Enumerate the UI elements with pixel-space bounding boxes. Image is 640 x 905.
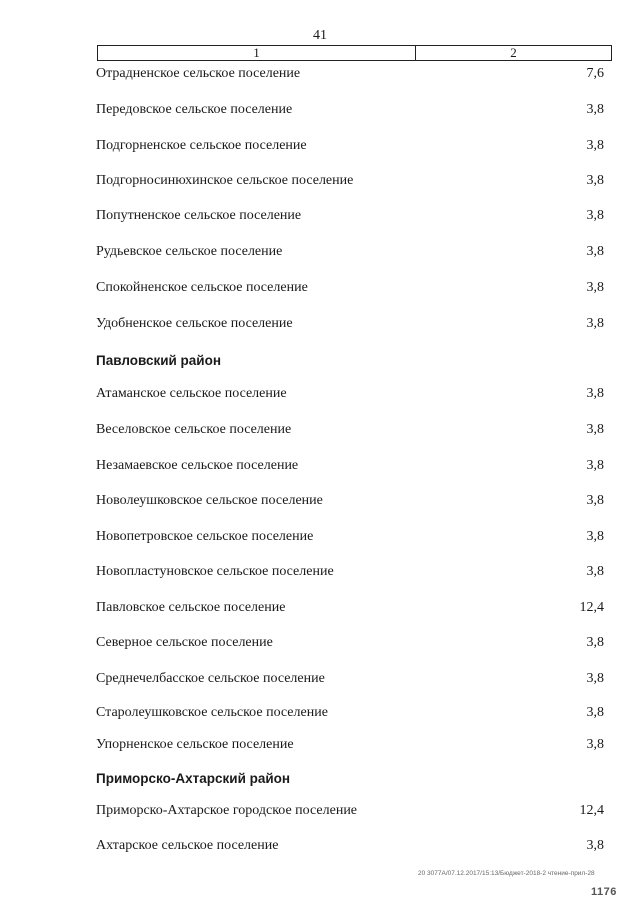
district-name: Павловский район xyxy=(96,352,222,368)
table-row xyxy=(96,100,604,120)
settlement-value: 3,8 xyxy=(586,422,604,437)
settlement-value: 3,8 xyxy=(586,737,604,752)
settlement-value: 3,8 xyxy=(586,138,604,153)
settlement-name: Новолеушковское сельское поселение xyxy=(96,493,323,508)
settlement-name: Павловское сельское поселение xyxy=(96,600,286,615)
settlement-value: 3,8 xyxy=(586,635,604,650)
settlement-value: 3,8 xyxy=(586,529,604,544)
settlement-value: 3,8 xyxy=(586,244,604,259)
settlement-name: Северное сельское поселение xyxy=(96,635,273,650)
table-row xyxy=(96,491,604,511)
settlement-value: 3,8 xyxy=(586,102,604,117)
settlement-name: Новопетровское сельское поселение xyxy=(96,529,314,544)
settlement-value: 12,4 xyxy=(579,600,604,615)
settlement-value: 3,8 xyxy=(586,705,604,720)
settlement-name: Подгорносинюхинское сельское поселение xyxy=(96,173,354,188)
settlement-name: Атаманское сельское поселение xyxy=(96,386,287,401)
table-row xyxy=(96,278,604,298)
page-number: 41 xyxy=(313,28,327,43)
district-heading xyxy=(96,768,604,788)
settlement-value: 3,8 xyxy=(586,838,604,853)
settlement-value: 3,8 xyxy=(586,208,604,223)
table-row xyxy=(96,136,604,156)
settlement-value: 3,8 xyxy=(586,671,604,686)
table-row xyxy=(96,735,604,755)
settlement-value: 3,8 xyxy=(586,316,604,331)
table-row xyxy=(96,836,604,856)
column-header-2: 2 xyxy=(510,45,517,60)
settlement-value: 3,8 xyxy=(586,493,604,508)
settlement-name: Рудьевское сельское поселение xyxy=(96,244,283,259)
column-header-row xyxy=(97,45,612,61)
column-header-1: 1 xyxy=(98,46,416,60)
district-heading xyxy=(96,350,604,370)
settlement-name: Передовское сельское поселение xyxy=(96,102,293,117)
table-row xyxy=(96,527,604,547)
settlement-value: 12,4 xyxy=(579,803,604,818)
settlement-value: 3,8 xyxy=(586,386,604,401)
settlement-name: Попутненское сельское поселение xyxy=(96,208,302,223)
settlement-name: Новопластуновское сельское поселение xyxy=(96,564,334,579)
table-row xyxy=(96,633,604,653)
table-row xyxy=(96,206,604,226)
table-row xyxy=(96,384,604,404)
settlement-name: Приморско-Ахтарское городское поселение xyxy=(96,803,358,818)
settlement-name: Веселовское сельское поселение xyxy=(96,422,292,437)
table-row xyxy=(96,598,604,618)
table-row xyxy=(96,242,604,262)
table-row xyxy=(96,171,604,191)
settlement-name: Ахтарское сельское поселение xyxy=(96,838,279,853)
settlement-value: 3,8 xyxy=(586,280,604,295)
settlement-value: 3,8 xyxy=(586,173,604,188)
settlement-name: Удобненское сельское поселение xyxy=(96,316,293,331)
table-row xyxy=(96,64,604,84)
settlement-value: 3,8 xyxy=(586,458,604,473)
settlement-name: Незамаевское сельское поселение xyxy=(96,458,299,473)
settlement-value: 7,6 xyxy=(586,66,604,81)
settlement-name: Спокойненское сельское поселение xyxy=(96,280,308,295)
table-row xyxy=(96,456,604,476)
table-row xyxy=(96,669,604,689)
table-row xyxy=(96,420,604,440)
table-row xyxy=(96,801,604,821)
footer-page-mark: 1176 xyxy=(591,886,617,898)
footer-stamp: 20 3077А/07.12.2017/15:13/Бюджет-2018-2 чтение-прил-28 xyxy=(418,870,595,877)
table-row xyxy=(96,562,604,582)
settlement-name: Среднечелбасское сельское поселение xyxy=(96,671,325,686)
settlement-name: Подгорненское сельское поселение xyxy=(96,138,307,153)
table-row xyxy=(96,314,604,334)
table-row xyxy=(96,703,604,723)
settlement-name: Старолеушковское сельское поселение xyxy=(96,705,328,720)
settlement-name: Отрадненское сельское поселение xyxy=(96,66,301,81)
settlement-name: Упорненское сельское поселение xyxy=(96,737,294,752)
settlement-value: 3,8 xyxy=(586,564,604,579)
district-name: Приморско-Ахтарский район xyxy=(96,770,291,786)
